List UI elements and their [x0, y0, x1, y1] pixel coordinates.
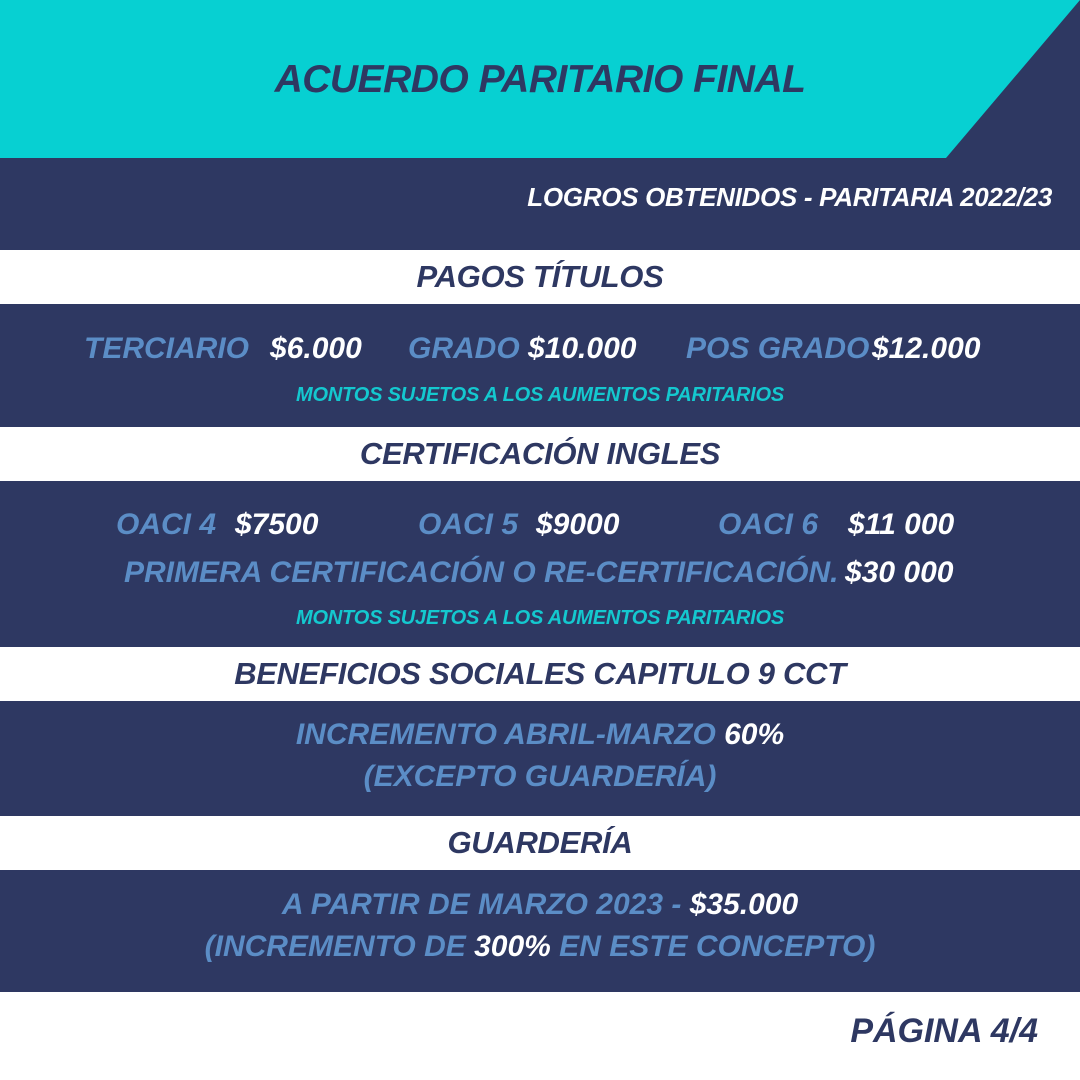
guarderia-amount: $35.000: [689, 888, 799, 921]
section-heading-pagos-titulos: [0, 250, 1080, 304]
note-montos-sujetos: MONTOS SUJETOS A LOS AUMENTOS PARITARIOS: [296, 607, 784, 629]
primera-certificacion-value: $30 000: [845, 556, 954, 589]
item-value-pos-grado: $12.000: [872, 332, 981, 365]
item-label-pos-grado: POS GRADO: [686, 332, 870, 365]
item-value-terciario: $6.000: [270, 332, 362, 365]
heading-guarderia: GUARDERÍA: [447, 825, 633, 860]
subheader-band: [0, 160, 1080, 250]
guarderia-date-label: A PARTIR DE MARZO 2023 -: [281, 888, 690, 921]
section-heading-guarderia: [0, 816, 1080, 870]
subheader-text: LOGROS OBTENIDOS - PARITARIA 2022/23: [527, 182, 1052, 212]
beneficios-excepto: (EXCEPTO GUARDERÍA): [363, 760, 717, 793]
beneficios-increment-value: 60%: [724, 718, 785, 751]
page-number: PÁGINA 4/4: [850, 1012, 1038, 1050]
heading-certificacion: CERTIFICACIÓN INGLES: [359, 436, 721, 471]
heading-pagos-titulos: PAGOS TÍTULOS: [416, 259, 664, 294]
item-label-grado: GRADO: [408, 332, 520, 365]
header: [0, 0, 1080, 160]
item-value-grado: $10.000: [528, 332, 637, 365]
item-value-oaci-4: $7500: [235, 508, 319, 541]
note-montos-sujetos: MONTOS SUJETOS A LOS AUMENTOS PARITARIOS: [296, 384, 784, 406]
guarderia-increment-post: EN ESTE CONCEPTO): [550, 930, 876, 963]
heading-beneficios: BENEFICIOS SOCIALES CAPITULO 9 CCT: [234, 656, 846, 691]
beneficios-line-1: [0, 718, 1080, 752]
guarderia-increment-pre: (INCREMENTO DE: [204, 930, 475, 963]
guarderia-line-1: [0, 888, 1080, 922]
section-certificacion: [0, 481, 1080, 647]
primera-certificacion-label: PRIMERA CERTIFICACIÓN O RE-CERTIFICACIÓN.: [124, 556, 839, 589]
beneficios-line-2: [0, 760, 1080, 794]
item-label-terciario: TERCIARIO: [84, 332, 249, 365]
beneficios-increment-label: INCREMENTO ABRIL-MARZO: [295, 718, 725, 751]
item-label-oaci-6: OACI 6: [718, 508, 819, 541]
guarderia-increment-value: 300%: [474, 930, 551, 963]
item-label-oaci-4: OACI 4: [116, 508, 217, 541]
page-title: ACUERDO PARITARIO FINAL: [274, 58, 806, 101]
item-value-oaci-6: $11 000: [848, 508, 955, 541]
item-value-oaci-5: $9000: [536, 508, 620, 541]
section-pagos-titulos: [0, 304, 1080, 427]
section-beneficios: [0, 701, 1080, 816]
section-heading-certificacion: [0, 427, 1080, 481]
section-guarderia: [0, 870, 1080, 992]
item-label-oaci-5: OACI 5: [418, 508, 519, 541]
section-heading-beneficios: [0, 647, 1080, 701]
guarderia-line-2: [0, 930, 1080, 964]
